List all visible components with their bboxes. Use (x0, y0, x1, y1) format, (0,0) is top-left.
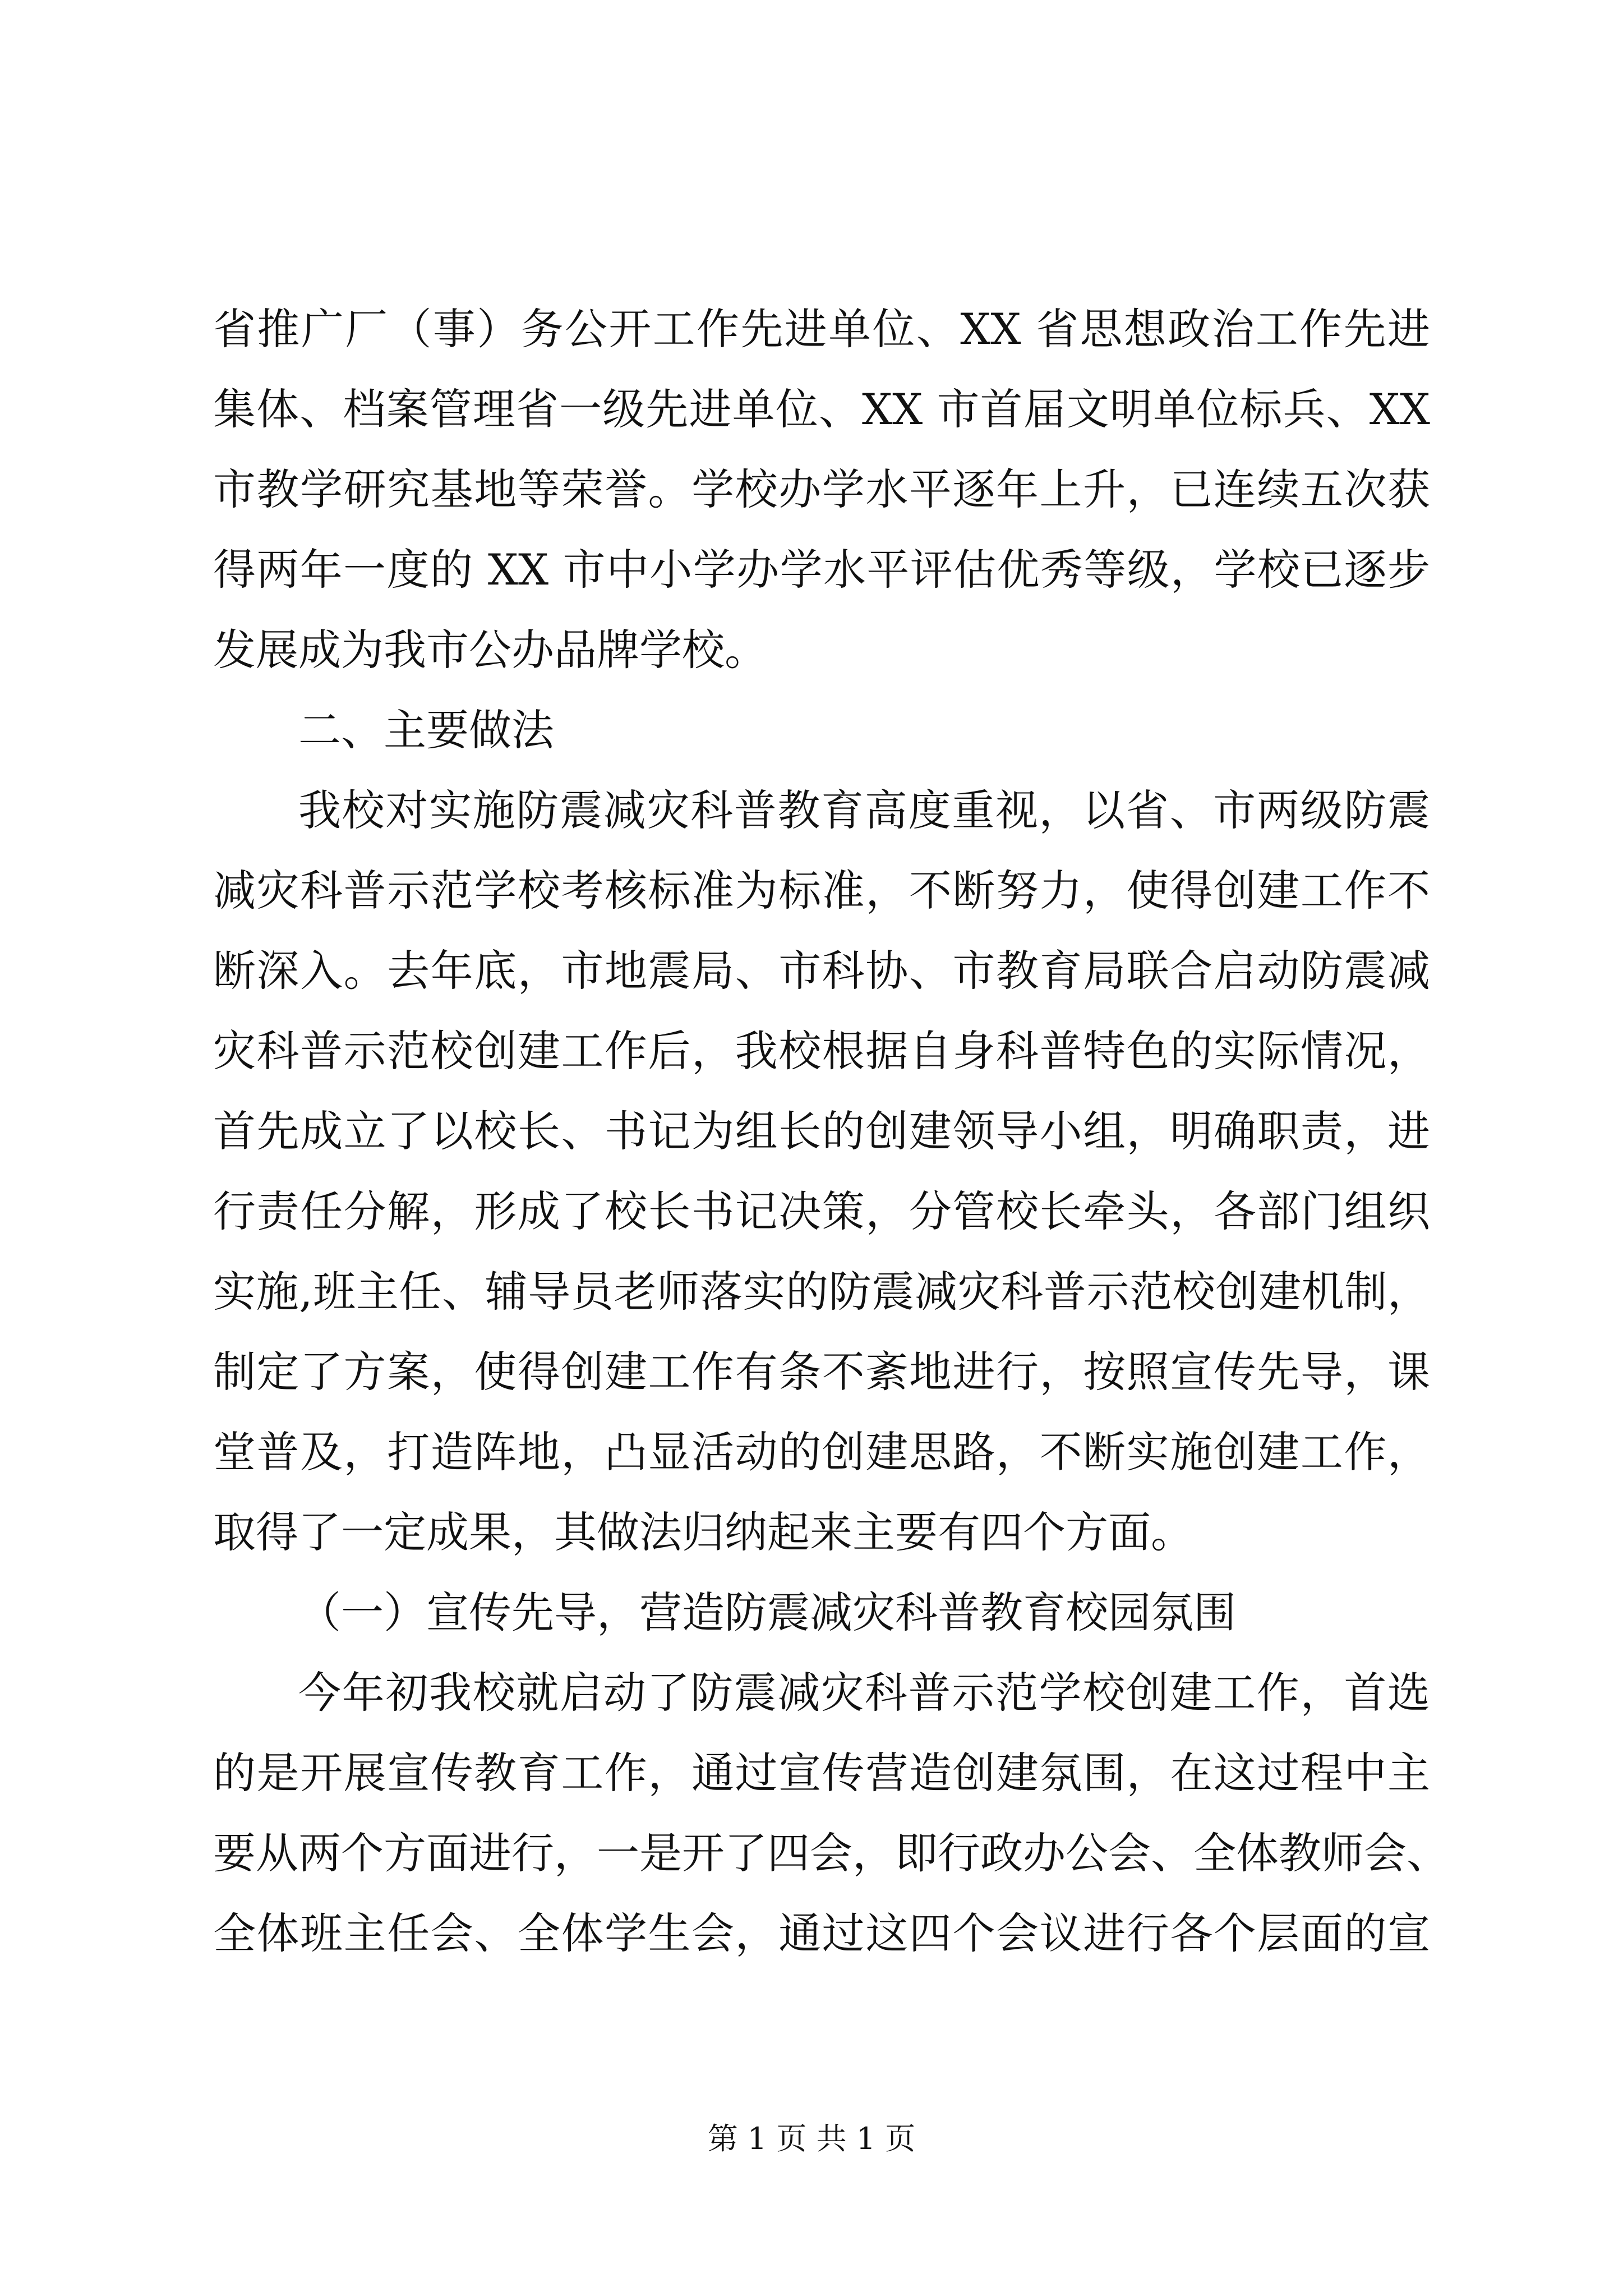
text-line: 市教学研究基地等荣誉。学校办学水平逐年上升，已连续五次获 (213, 464, 1430, 514)
text-line: 的是开展宣传教育工作，通过宣传营造创建氛围，在这过程中主 (213, 1748, 1430, 1798)
text-line: 得两年一度的 XX 市中小学办学水平评估优秀等级，学校已逐步 (213, 545, 1430, 595)
text-line: 取得了一定成果，其做法归纳起来主要有四个方面。 (213, 1507, 1193, 1557)
text-line: 集体、档案管理省一级先进单位、XX 市首届文明单位标兵、XX (213, 384, 1430, 434)
text-line: 全体班主任会、全体学生会，通过这四个会议进行各个层面的宣 (213, 1908, 1430, 1958)
text-line: 我校对实施防震减灾科普教育高度重视，以省、市两级防震 (298, 785, 1430, 835)
text-line: 减灾科普示范学校考核标准为标准，不断努力，使得创建工作不 (213, 866, 1430, 915)
text-line: 灾科普示范校创建工作后，我校根据自身科普特色的实际情况， (213, 1026, 1430, 1076)
text-line: 首先成立了以校长、书记为组长的创建领导小组，明确职责，进 (213, 1106, 1430, 1156)
text-line: 行责任分解，形成了校长书记决策，分管校长牵头，各部门组织 (213, 1186, 1430, 1236)
text-line: 二、主要做法 (298, 705, 554, 755)
text-line: 省推广厂（事）务公开工作先进单位、XX 省思想政治工作先进 (213, 304, 1430, 354)
text-line: 发展成为我市公办品牌学校。 (213, 625, 767, 675)
text-line: （一）宣传先导，营造防震减灾科普教育校园氛围 (298, 1588, 1236, 1637)
text-line: 要从两个方面进行，一是开了四会，即行政办公会、全体教师会、 (213, 1828, 1449, 1878)
document-body (213, 289, 1449, 1973)
text-line: 断深入。去年底，市地震局、市科协、市教育局联合启动防震减 (213, 946, 1430, 996)
text-line: 今年初我校就启动了防震减灾科普示范学校创建工作，首选 (298, 1668, 1430, 1718)
page-footer: 第 1 页 共 1 页 (707, 2121, 916, 2156)
text-line: 制定了方案，使得创建工作有条不紊地进行，按照宣传先导，课 (213, 1347, 1430, 1397)
text-line: 堂普及，打造阵地，凸显活动的创建思路，不断实施创建工作， (213, 1427, 1430, 1477)
text-line: 实施,班主任、辅导员老师落实的防震减灾科普示范校创建机制， (213, 1267, 1430, 1317)
